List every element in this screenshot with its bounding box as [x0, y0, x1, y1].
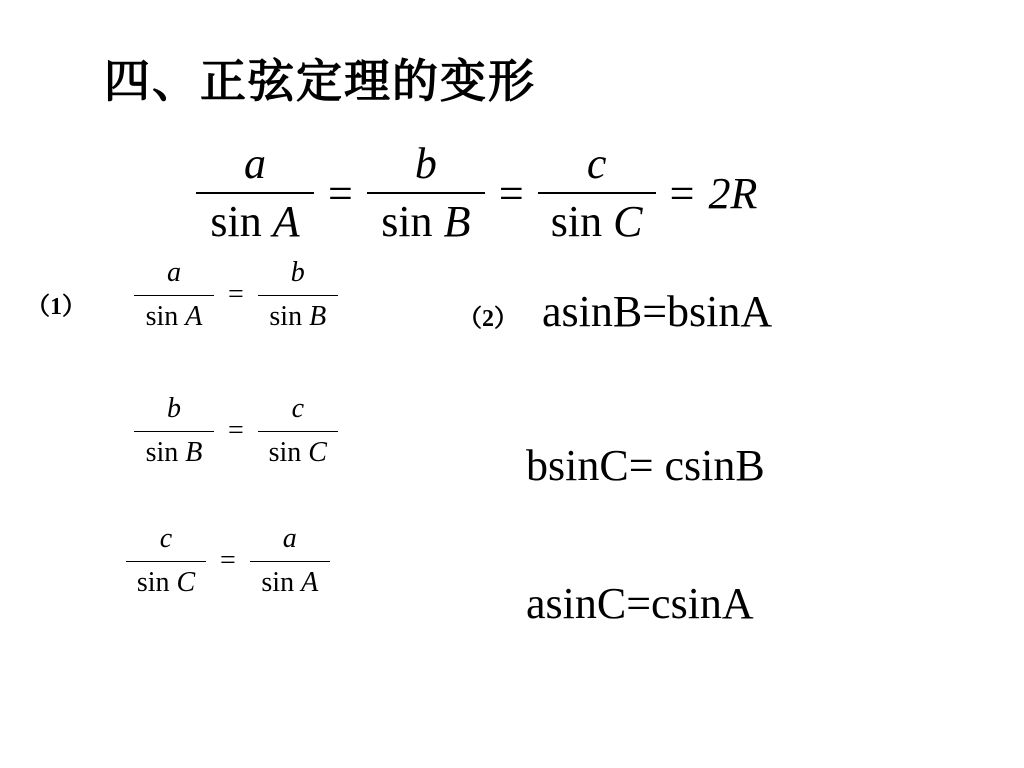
denominator [137, 562, 195, 599]
product-identity-2: bsinC= csinB [526, 441, 765, 490]
angle-var: C [308, 436, 327, 468]
denominator [146, 432, 203, 469]
angle-var: A [185, 300, 203, 332]
sin-fn: sin [145, 300, 179, 332]
angle-var: C [176, 566, 196, 598]
equals-sign: = [498, 168, 524, 218]
angle-var: A [301, 566, 319, 598]
right-fraction [258, 258, 338, 333]
part-1-label: （1） [26, 294, 86, 320]
angle-var: B [309, 300, 327, 332]
sin-fn: sin [268, 436, 302, 468]
equals-sign: = [228, 279, 244, 311]
angle-var: C [613, 197, 643, 247]
denominator [210, 194, 299, 246]
left-fraction [134, 258, 214, 333]
sin-fn: sin [269, 300, 303, 332]
ratio-equation-1 [134, 258, 338, 333]
right-fraction [258, 394, 338, 469]
part-2-label: （2） [458, 306, 518, 332]
sin-fn: sin [261, 566, 295, 598]
numerator: c [159, 523, 173, 554]
fraction-c-over-sin-c [538, 140, 656, 247]
sin-fn: sin [550, 197, 603, 247]
fraction-b-over-sin-b [367, 140, 485, 247]
ratio-equation-2 [134, 394, 338, 469]
angle-var: B [185, 436, 203, 468]
fraction-a-over-sin-a [196, 140, 314, 247]
denominator [551, 194, 643, 246]
numerator: a [282, 523, 297, 554]
product-identity-3: asinC=csinA [526, 579, 754, 628]
equals-sign: = [220, 545, 236, 577]
angle-var: A [272, 197, 300, 247]
angle-var: B [443, 197, 471, 247]
sin-fn: sin [145, 436, 179, 468]
ratio-equation-3 [126, 524, 330, 599]
two-r-value: 2R [708, 168, 758, 218]
left-fraction [134, 394, 214, 469]
numerator: b [167, 393, 181, 424]
denominator [146, 296, 203, 333]
numerator: c [586, 139, 607, 188]
sin-fn: sin [381, 197, 433, 247]
denominator [381, 194, 470, 246]
numerator: c [291, 393, 305, 424]
product-identity-1: asinB=bsinA [542, 287, 773, 336]
equals-sign: = [228, 415, 244, 447]
right-fraction [250, 524, 330, 599]
equals-sign: = [669, 168, 695, 218]
left-fraction [126, 524, 206, 599]
numerator: a [167, 257, 181, 288]
sin-fn: sin [136, 566, 170, 598]
denominator [261, 562, 318, 599]
slide-title: 四、正弦定理的变形 [104, 54, 536, 108]
numerator: b [414, 139, 437, 188]
numerator: a [244, 139, 266, 188]
equals-sign: = [328, 168, 353, 218]
numerator: b [290, 257, 305, 288]
sin-fn: sin [210, 197, 262, 247]
denominator [269, 432, 327, 469]
law-of-sines-equation [196, 140, 757, 247]
denominator [269, 296, 326, 333]
